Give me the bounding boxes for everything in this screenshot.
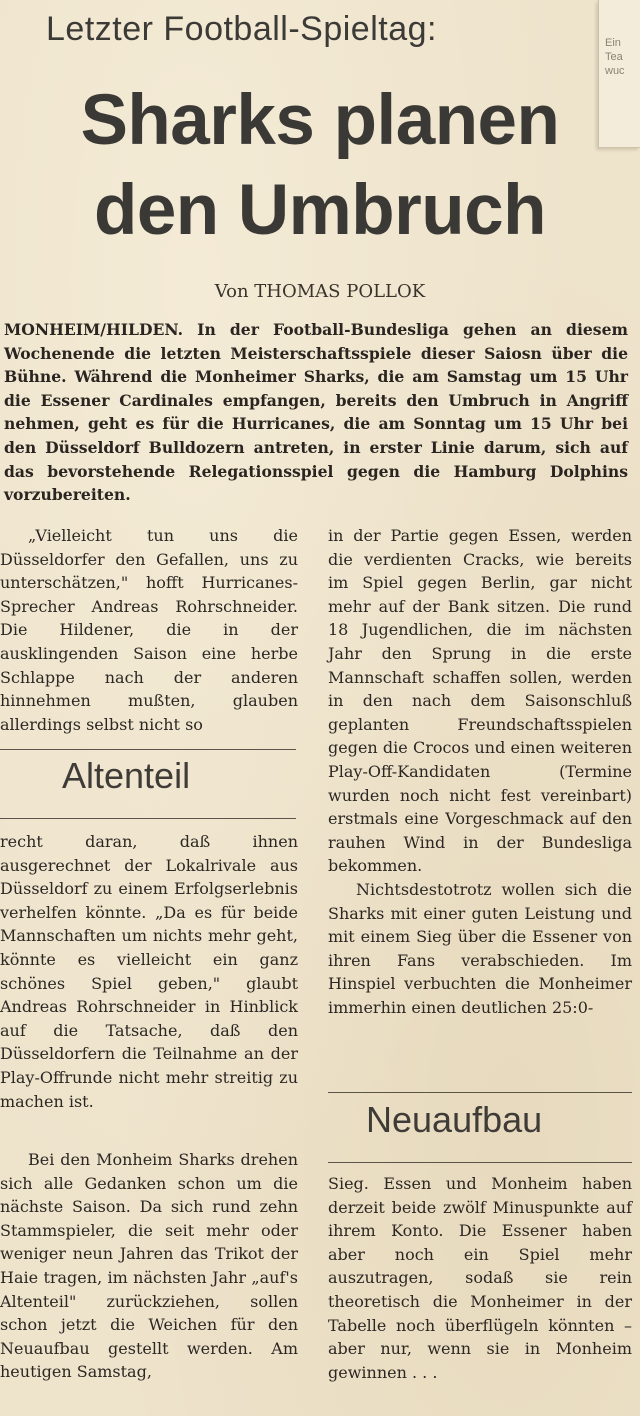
body-paragraph: recht daran, daß ihnen ausgerechnet der Lokalrivale aus Düsseldorf zu einem Erfolgserlebnis verhelfen könnte. „Da es für beide Mannschaften um nichts mehr geht, könnte es vielleicht ein ganz schönes Spiel geben," glaubt Andreas Rohrschneider in Hinblick auf die Tatsache, daß den Düsseldorfern die Teilnahme an der Play-Offrunde nicht mehr streitig zu machen ist.	[0, 832, 298, 1111]
clipping-text: Tea	[605, 51, 623, 63]
headline	[0, 76, 640, 256]
subheading-neuaufbau: Neuaufbau	[366, 1099, 543, 1140]
body-paragraph: Sieg. Essen und Monheim haben derzeit beide zwölf Minuspunkte auf ihrem Konto. Die Essener haben aber noch ein Spiel mehr auszutragen, sodaß sie rein theoretisch die Monheimer in der Tabelle noch überflügeln könnten – aber nur, wenn sie in Monheim gewinnen . . .	[328, 1174, 632, 1382]
body-paragraph: Nichtsdestotrotz wollen sich die Sharks mit einer guten Leistung und mit einem Sieg über die Essener von ihren Fans verabschieden. Im Hinspiel verbuchten die Monheimer immerhin einen deutlichen 25:0-	[328, 879, 632, 1017]
headline-line: den Umbruch	[93, 171, 547, 250]
body-paragraph: in der Partie gegen Essen, werden die verdienten Cracks, wie bereits im Spiel gegen Berlin, gar nicht mehr auf der Bank sitzen. Die rund 18 Jugendlichen, die im nächsten Jahr den Sprung in die erste Mannschaft schaffen sollen, werden in den nach dem Saisonschluß geplanten Freundschaftsspielen gegen die Crocos und einen weiteren Play-Off-Kandidaten (Termine wurden noch nicht fest vereinbart) erstmals eine Vorgeschmack auf den rauhen Wind in der Bundesliga bekommen.	[328, 526, 632, 876]
divider	[0, 818, 296, 819]
lead-paragraph: MONHEIM/HILDEN. In der Football-Bundesliga gehen an diesem Wochenende die letzten Meisterschaftsspiele dieser Saiosn über die Bühne. Während die Monheimer Sharks, die am Samstag um 15 Uhr die Essener Cardinales empfangen, bereits den Umbruch in Angriff nehmen, geht es für die Hurricanes, die am Sonntag um 15 Uhr bei den Düsseldorf Bulldozern antreten, in erster Linie darum, sich auf das bevorstehende Relegationsspiel gegen die Hamburg Dolphins vorzubereiten.	[4, 320, 628, 505]
clipping-text: Ein	[605, 37, 621, 49]
headline-line: Sharks planen	[80, 81, 560, 160]
subheading-altenteil: Altenteil	[62, 755, 191, 796]
divider	[328, 1092, 632, 1093]
divider	[328, 1162, 632, 1163]
byline: Von THOMAS POLLOK	[214, 281, 426, 302]
body-paragraph: „Vielleicht tun uns die Düsseldorfer den Gefallen, uns zu unterschätzen," hofft Hurricanes-Sprecher Andreas Rohrschneider. Die Hildener, die in der ausklingenden Saison eine herbe Schlappe nach der anderen hinnehmen mußten, glauben allerdings selbst nicht so	[0, 526, 298, 734]
kicker: Letzter Football-Spieltag:	[46, 10, 437, 48]
divider	[0, 749, 296, 750]
clipping-text: wuc	[605, 65, 625, 77]
body-paragraph: Bei den Monheim Sharks drehen sich alle Gedanken schon um die nächste Saison. Da sich rund zehn Stammspieler, die seit mehr oder weniger neun Jahren das Trikot der Haie tragen, im nächsten Jahr „auf's Altenteil" zurückziehen, sollen schon jetzt die Weichen für den Neuaufbau gestellt werden. Am heutigen Samstag,	[0, 1150, 298, 1382]
